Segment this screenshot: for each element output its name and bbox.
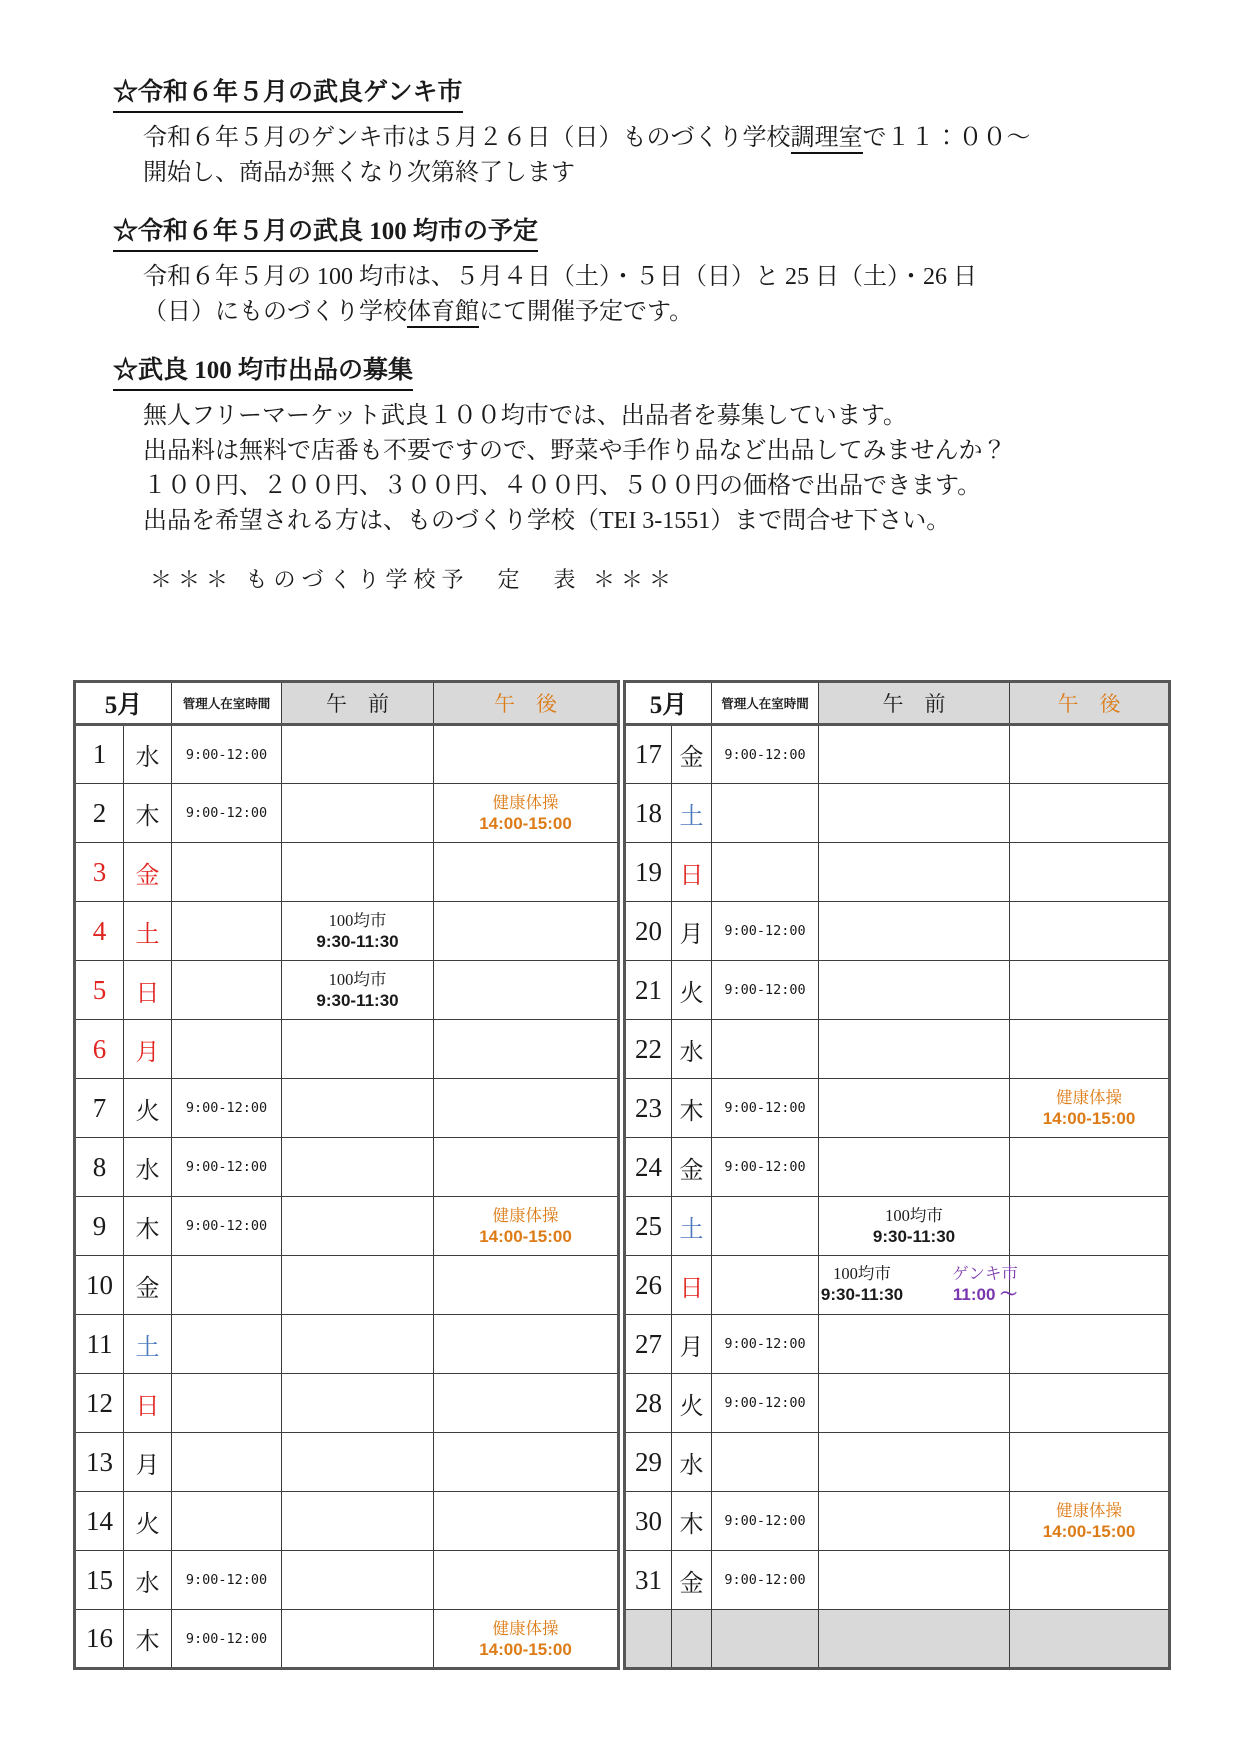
pm-event-cell [434, 961, 619, 1020]
am-event-cell [282, 1551, 434, 1610]
day-of-week-cell: 土 [124, 902, 172, 961]
event-block [434, 1618, 617, 1660]
am-event-cell [282, 902, 434, 961]
day-number-cell: 28 [625, 1374, 672, 1433]
kanri-time-cell: 9:00-12:00 [172, 1079, 282, 1138]
kanri-time-cell: 9:00-12:00 [712, 1315, 819, 1374]
event-name: 健康体操 [492, 1618, 559, 1638]
kanri-header-cell: 管理人在室時間 [712, 682, 819, 725]
kanri-time-cell: 9:00-12:00 [172, 784, 282, 843]
day-row [625, 1374, 1170, 1433]
day-number-cell: 9 [75, 1197, 124, 1256]
day-row [75, 1551, 619, 1610]
day-of-week-cell: 日 [672, 1256, 712, 1315]
day-number-cell: 14 [75, 1492, 124, 1551]
day-of-week-cell: 金 [124, 1256, 172, 1315]
day-row [625, 1020, 1170, 1079]
event-time: 9:30-11:30 [872, 1227, 956, 1246]
kanri-time-cell: 9:00-12:00 [712, 1551, 819, 1610]
day-row [75, 961, 619, 1020]
pm-event-cell [434, 725, 619, 784]
kanri-time-cell: 9:00-12:00 [712, 1374, 819, 1433]
day-row [75, 1492, 619, 1551]
day-number-cell: 10 [75, 1256, 124, 1315]
am-event-cell [282, 725, 434, 784]
am-header-cell: 午 前 [282, 682, 434, 725]
event-time: 14:00-15:00 [479, 1227, 572, 1246]
paragraph-line [143, 434, 1241, 469]
day-of-week-cell: 水 [672, 1020, 712, 1079]
empty-gray-cell [819, 1610, 1010, 1669]
day-row [625, 902, 1170, 961]
kanri-time-cell: 9:00-12:00 [172, 1551, 282, 1610]
am-event-cell [819, 1020, 1010, 1079]
section-heading: ☆令和６年５月の武良ゲンキ市 [113, 78, 463, 113]
kanri-time-cell [172, 1374, 282, 1433]
event-name: ゲンキ市 [952, 1264, 1018, 1283]
day-row [75, 843, 619, 902]
day-row [75, 1020, 619, 1079]
am-event-cell [282, 1433, 434, 1492]
event-time: 9:30-11:30 [316, 932, 399, 951]
kanri-time-cell [172, 902, 282, 961]
day-of-week-cell: 火 [124, 1492, 172, 1551]
am-event-cell [282, 1138, 434, 1197]
day-number-cell: 7 [75, 1079, 124, 1138]
am-event-cell [819, 725, 1010, 784]
empty-gray-cell [712, 1610, 819, 1669]
day-number-cell: 20 [625, 902, 672, 961]
day-of-week-cell: 金 [124, 843, 172, 902]
pm-event-cell [434, 1433, 619, 1492]
day-number-cell: 26 100均市 9:30-11:30 ゲンキ市 11:00 ～ [625, 1256, 672, 1315]
event-time: 14:00-15:00 [1042, 1522, 1136, 1541]
event-name: 100均市 [833, 1264, 891, 1283]
day-number-cell: 13 [75, 1433, 124, 1492]
am-event-cell [282, 1079, 434, 1138]
day-row [75, 1079, 619, 1138]
day-of-week-cell: 木 [672, 1079, 712, 1138]
am-event-cell [282, 1374, 434, 1433]
day-number-cell: 21 [625, 961, 672, 1020]
day-number-cell: 23 [625, 1079, 672, 1138]
kanri-time-cell [172, 1433, 282, 1492]
day-of-week-cell: 木 [124, 1197, 172, 1256]
event-block [282, 969, 433, 1011]
day-row [75, 784, 619, 843]
am-event-cell [819, 784, 1010, 843]
pm-header-cell: 午 後 [1010, 682, 1170, 725]
paragraph-line [143, 504, 1241, 539]
am-event-cell [819, 961, 1010, 1020]
pm-event-cell [434, 1610, 619, 1669]
day-of-week-cell: 火 [672, 961, 712, 1020]
pm-event-cell [1010, 1020, 1170, 1079]
schedule-tables [73, 680, 1241, 1670]
am-event-cell [282, 1256, 434, 1315]
kanri-time-cell [712, 1020, 819, 1079]
empty-gray-cell [1010, 1610, 1170, 1669]
kanri-time-cell: 9:00-12:00 [712, 725, 819, 784]
paragraph-line [143, 469, 1241, 504]
pm-event-cell [1010, 961, 1170, 1020]
day-number-cell: 8 [75, 1138, 124, 1197]
am-event-cell [282, 1315, 434, 1374]
am-event-cell [819, 843, 1010, 902]
kanri-time-cell: 9:00-12:00 [712, 1492, 819, 1551]
pm-event-cell [1010, 1374, 1170, 1433]
pm-event-cell [1010, 784, 1170, 843]
day-of-week-cell: 水 [124, 1551, 172, 1610]
event-block [434, 1205, 617, 1247]
day-number-cell: 24 [625, 1138, 672, 1197]
pm-event-cell [434, 1492, 619, 1551]
day-number-cell: 18 [625, 784, 672, 843]
am-event-cell [819, 1551, 1010, 1610]
day-row [625, 725, 1170, 784]
schedule-table-left [73, 680, 620, 1670]
pm-event-cell [434, 1315, 619, 1374]
empty-gray-cell [672, 1610, 712, 1669]
pm-event-cell [1010, 1492, 1170, 1551]
day-number-cell: 30 [625, 1492, 672, 1551]
day-of-week-cell: 水 [124, 1138, 172, 1197]
pm-event-cell [434, 902, 619, 961]
event-time: 14:00-15:00 [1042, 1109, 1136, 1128]
paragraph-line [143, 399, 1241, 434]
day-row [625, 843, 1170, 902]
day-row [625, 1315, 1170, 1374]
pm-event-cell [1010, 1433, 1170, 1492]
kanri-time-cell [712, 843, 819, 902]
kanri-time-cell [712, 1197, 819, 1256]
day-number-cell: 6 [75, 1020, 124, 1079]
day-row [625, 1079, 1170, 1138]
pm-event-cell [434, 1138, 619, 1197]
event-name: 100均市 [885, 1206, 943, 1225]
day-number-cell: 4 [75, 902, 124, 961]
pm-event-cell [1010, 1551, 1170, 1610]
pm-event-cell [1010, 1197, 1170, 1256]
text-run: （日）にものづくり学校 [143, 299, 407, 325]
event-name: 健康体操 [1056, 1501, 1122, 1520]
table-header-row [75, 682, 619, 725]
empty-gray-cell [625, 1610, 672, 1669]
pm-event-cell [434, 1020, 619, 1079]
day-row [625, 1492, 1170, 1551]
text-run: 出品を希望される方は、ものづくり学校（TEI 3-1551）まで問合せ下さい。 [143, 508, 951, 534]
text-run: で１１：００～ [862, 125, 1031, 151]
text-section [113, 217, 1241, 330]
day-of-week-cell: 金 [672, 725, 712, 784]
day-row [625, 784, 1170, 843]
pm-event-cell [1010, 843, 1170, 902]
event-name: 健康体操 [492, 793, 559, 812]
day-number-cell: 3 [75, 843, 124, 902]
day-of-week-cell: 金 [672, 1138, 712, 1197]
pm-event-cell [434, 1079, 619, 1138]
text-run: １００円、２００円、３００円、４００円、５００円の価格で出品できます。 [143, 473, 982, 499]
paragraph-line [143, 156, 1241, 191]
event-time: 14:00-15:00 [479, 1639, 572, 1659]
day-of-week-cell: 日 [124, 961, 172, 1020]
am-header-cell: 午 前 [819, 682, 1010, 725]
am-event-cell [819, 1433, 1010, 1492]
pm-event-cell [1010, 1138, 1170, 1197]
kanri-time-cell: 9:00-12:00 [172, 725, 282, 784]
schedule-table-right [623, 680, 1171, 1670]
am-event-cell [819, 902, 1010, 961]
day-number-cell: 31 [625, 1551, 672, 1610]
event-block [434, 792, 617, 834]
pm-event-cell [434, 784, 619, 843]
text-run: 無人フリーマーケット武良１００均市では、出品者を募集しています。 [143, 403, 907, 429]
am-event-cell [282, 784, 434, 843]
pm-event-cell [1010, 1079, 1170, 1138]
day-number-cell: 16 [75, 1610, 124, 1669]
underlined-text: 体育館 [407, 299, 479, 328]
kanri-time-cell [172, 1256, 282, 1315]
day-number-cell: 27 [625, 1315, 672, 1374]
paragraph-line [143, 295, 1241, 330]
day-row [625, 1138, 1170, 1197]
day-row [75, 1197, 619, 1256]
day-row [625, 1433, 1170, 1492]
day-number-cell: 17 [625, 725, 672, 784]
paragraph-line [143, 121, 1241, 156]
event-time: 14:00-15:00 [479, 814, 572, 833]
event-block [282, 910, 433, 952]
event-time: 11:00 ～ [952, 1285, 1018, 1304]
event-block [1010, 1087, 1168, 1129]
kanri-time-cell: 9:00-12:00 [172, 1610, 282, 1669]
day-of-week-cell: 月 [124, 1020, 172, 1079]
text-run: 令和６年５月のゲンキ市は５月２６日（日）ものづくり学校 [143, 125, 791, 151]
day-row [75, 1610, 619, 1669]
day-of-week-cell: 火 [124, 1079, 172, 1138]
event-name: 100均市 [328, 911, 387, 930]
pm-event-cell [1010, 1256, 1170, 1315]
am-event-cell [282, 1610, 434, 1669]
day-of-week-cell: 木 [124, 1610, 172, 1669]
pm-event-cell [434, 1374, 619, 1433]
day-of-week-cell: 金 [672, 1551, 712, 1610]
event-name: 健康体操 [1056, 1088, 1122, 1107]
pm-event-cell [434, 1256, 619, 1315]
day-number-cell: 12 [75, 1374, 124, 1433]
day-number-cell: 11 [75, 1315, 124, 1374]
text-sections [0, 0, 1241, 539]
day-of-week-cell: 月 [672, 902, 712, 961]
day-number-cell: 19 [625, 843, 672, 902]
event-block [819, 1205, 1009, 1247]
day-of-week-cell: 土 [672, 1197, 712, 1256]
section-heading: ☆令和６年５月の武良 100 均市の予定 [113, 217, 538, 252]
am-event-cell [819, 1079, 1010, 1138]
event-time: 9:30-11:30 [820, 1285, 904, 1304]
day-row [75, 1433, 619, 1492]
kanri-time-cell [172, 961, 282, 1020]
day-number-cell: 29 [625, 1433, 672, 1492]
day-number-cell: 22 [625, 1020, 672, 1079]
pm-event-cell [434, 1197, 619, 1256]
text-run: にて開催予定です。 [479, 299, 694, 325]
pm-event-cell [1010, 1315, 1170, 1374]
am-event-cell [819, 1256, 1010, 1315]
event-name: 100均市 [328, 970, 387, 989]
day-row [625, 1197, 1170, 1256]
kanri-header-cell: 管理人在室時間 [172, 682, 282, 725]
kanri-time-cell [712, 1433, 819, 1492]
day-row [625, 1551, 1170, 1610]
am-event-cell [819, 1492, 1010, 1551]
event-name: 健康体操 [492, 1206, 559, 1225]
day-of-week-cell: 火 [672, 1374, 712, 1433]
day-row [75, 1374, 619, 1433]
pm-event-cell [1010, 725, 1170, 784]
month-header-cell: 5月 [75, 682, 172, 725]
schedule-table-title: ＊＊＊ ものづくり学校予 定 表 ＊＊＊ [150, 567, 678, 592]
day-of-week-cell: 木 [672, 1492, 712, 1551]
pm-event-cell [434, 1551, 619, 1610]
kanri-time-cell: 9:00-12:00 [712, 961, 819, 1020]
day-row [625, 1610, 1170, 1669]
day-row [75, 1138, 619, 1197]
kanri-time-cell [172, 843, 282, 902]
underlined-text: 調理室 [791, 125, 863, 154]
day-row [75, 1315, 619, 1374]
kanri-time-cell [712, 784, 819, 843]
day-row [75, 902, 619, 961]
kanri-time-cell [172, 1315, 282, 1374]
text-run: 令和６年５月の 100 均市は、５月４日（土）・５日（日）と 25 日（土）・26 日 [143, 264, 977, 290]
kanri-time-cell: 9:00-12:00 [712, 1138, 819, 1197]
day-row [75, 1256, 619, 1315]
day-of-week-cell: 水 [124, 725, 172, 784]
text-run: 開始し、商品が無くなり次第終了します [143, 160, 575, 186]
event-block [1010, 1500, 1168, 1542]
kanri-time-cell [172, 1492, 282, 1551]
am-event-cell [282, 843, 434, 902]
day-of-week-cell: 土 [672, 784, 712, 843]
kanri-time-cell: 9:00-12:00 [712, 902, 819, 961]
kanri-time-cell [172, 1020, 282, 1079]
kanri-time-cell [712, 1256, 819, 1315]
day-of-week-cell: 水 [672, 1433, 712, 1492]
pm-event-cell [434, 843, 619, 902]
am-event-cell [819, 1374, 1010, 1433]
day-number-cell: 25 [625, 1197, 672, 1256]
am-event-cell [282, 1020, 434, 1079]
text-section [113, 356, 1241, 539]
day-row [625, 961, 1170, 1020]
day-number-cell: 2 [75, 784, 124, 843]
am-event-cell [282, 961, 434, 1020]
day-of-week-cell: 月 [124, 1433, 172, 1492]
day-row [75, 725, 619, 784]
am-event-cell [819, 1315, 1010, 1374]
kanri-time-cell: 9:00-12:00 [712, 1079, 819, 1138]
month-header-cell: 5月 [625, 682, 712, 725]
day-number-cell: 1 [75, 725, 124, 784]
day-row [625, 1256, 1170, 1315]
event-time: 9:30-11:30 [316, 991, 399, 1010]
day-of-week-cell: 日 [672, 843, 712, 902]
day-number-cell: 15 [75, 1551, 124, 1610]
day-of-week-cell: 木 [124, 784, 172, 843]
section-heading: ☆武良 100 均市出品の募集 [113, 356, 413, 391]
am-event-cell [282, 1492, 434, 1551]
am-event-cell [819, 1138, 1010, 1197]
day-of-week-cell: 土 [124, 1315, 172, 1374]
am-event-cell [282, 1197, 434, 1256]
pm-header-cell: 午 後 [434, 682, 619, 725]
text-run: 出品料は無料で店番も不要ですので、野菜や手作り品など出品してみませんか？ [143, 438, 1007, 464]
pm-event-cell [1010, 902, 1170, 961]
kanri-time-cell: 9:00-12:00 [172, 1138, 282, 1197]
table-header-row [625, 682, 1170, 725]
day-of-week-cell: 月 [672, 1315, 712, 1374]
kanri-time-cell: 9:00-12:00 [172, 1197, 282, 1256]
paragraph-line [143, 260, 1241, 295]
am-event-cell [819, 1197, 1010, 1256]
day-of-week-cell: 日 [124, 1374, 172, 1433]
day-number-cell: 5 [75, 961, 124, 1020]
text-section [113, 78, 1241, 191]
